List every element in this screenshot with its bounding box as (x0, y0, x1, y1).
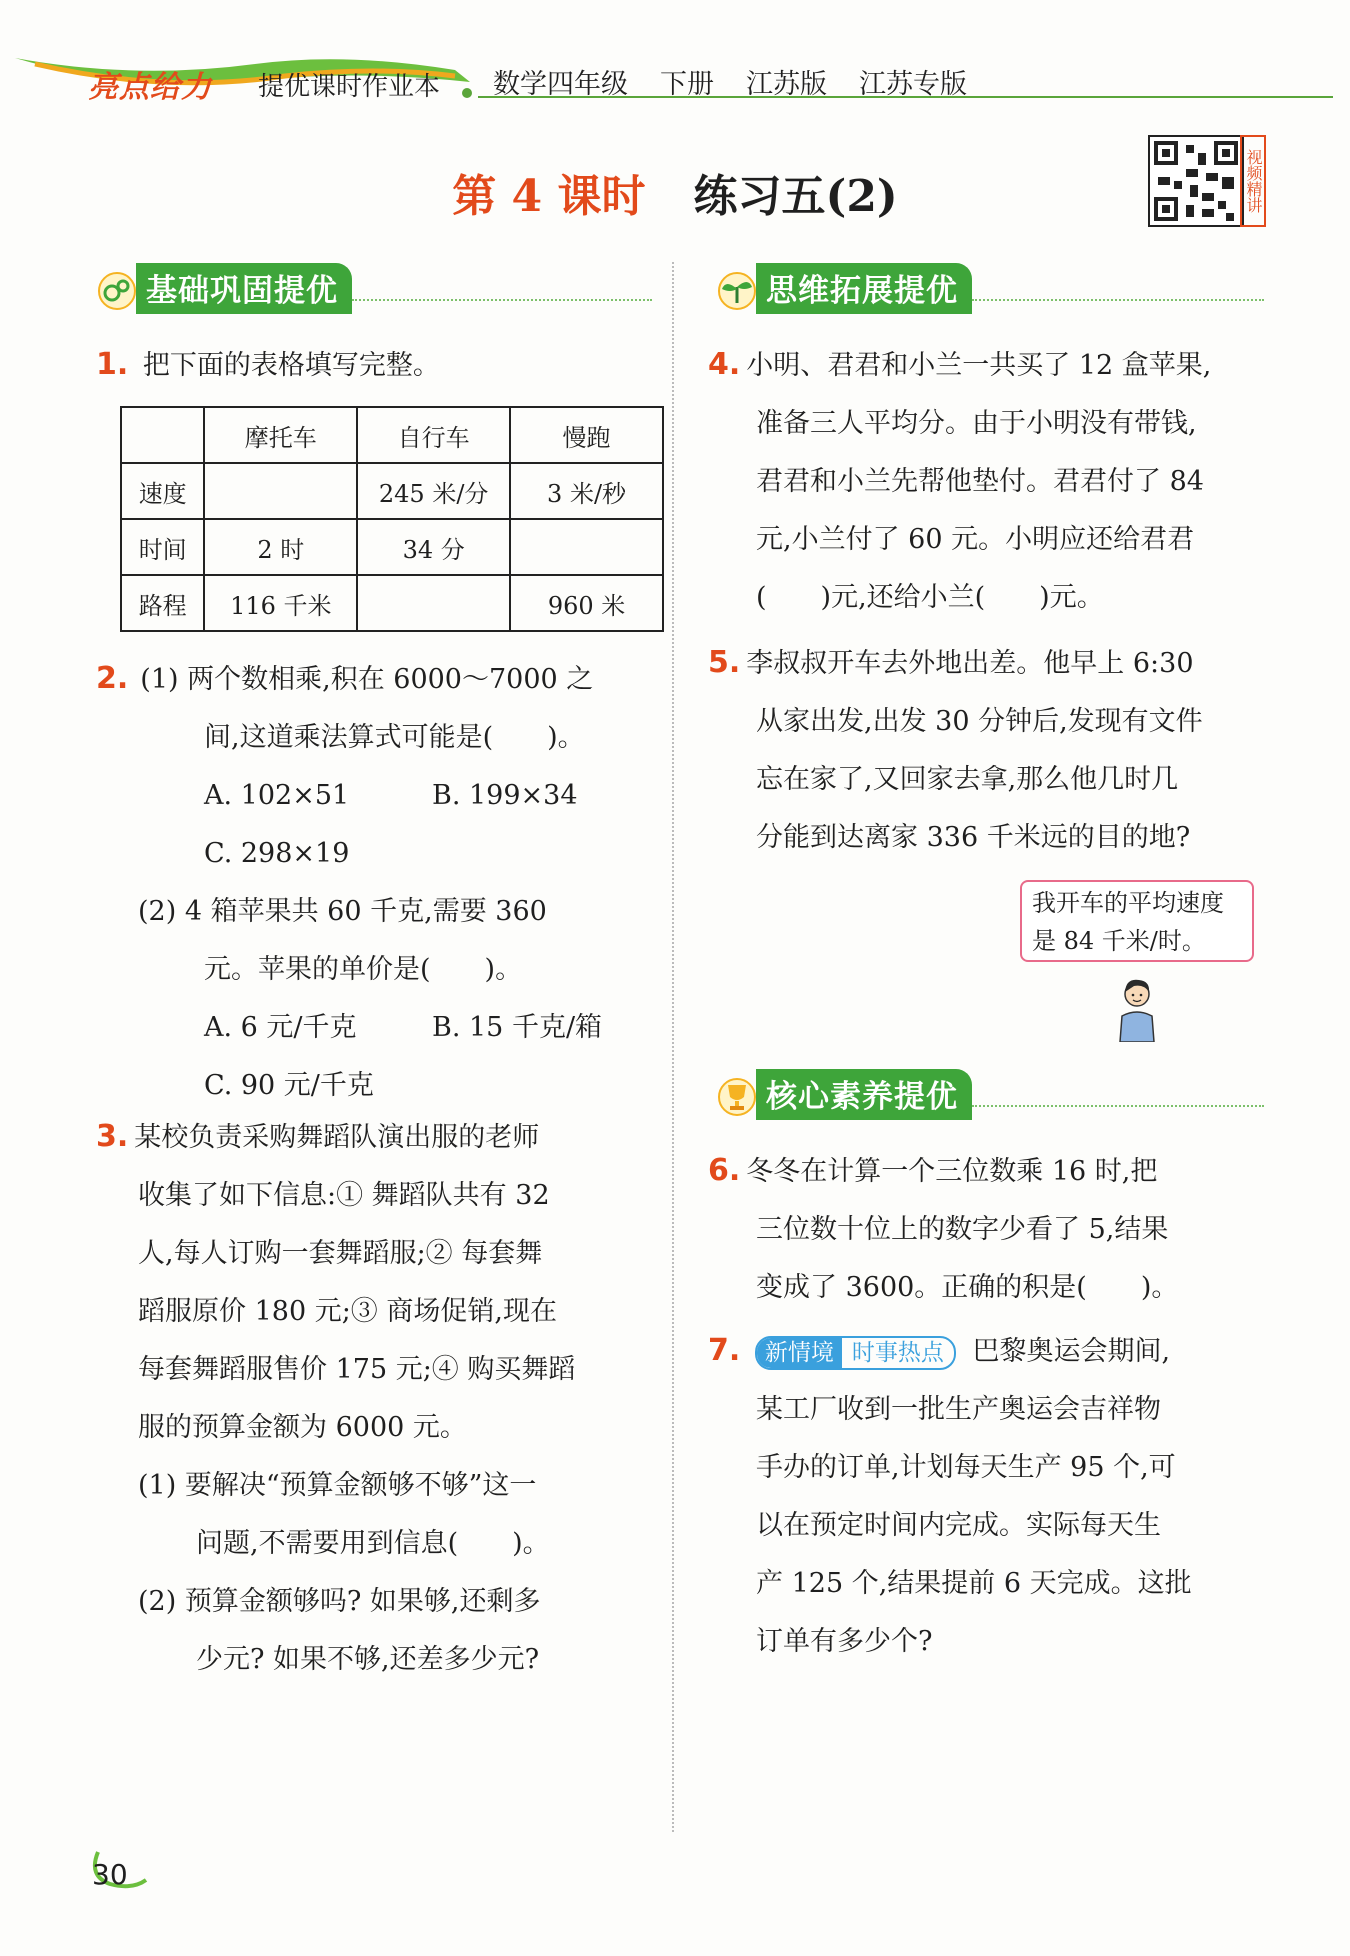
q5 (708, 634, 1268, 867)
q5-line: 忘在家了,又回家去拿,那么他几时几 (756, 764, 1179, 795)
q7-first-line: 巴黎奥运会期间, (972, 1336, 1171, 1367)
section-thinking-rule (972, 275, 1264, 301)
q6-line: 冬冬在计算一个三位数乘 16 时,把 (746, 1156, 1158, 1187)
q3-line: 蹈服原价 180 元;③ 商场促销,现在 (138, 1296, 557, 1327)
lesson-number: 第 4 课时 (452, 171, 646, 222)
q3-part2-line1: (2) 预算金额够吗? 如果够,还剩多 (138, 1586, 541, 1617)
q2-part1-option-c[interactable]: C. 298×19 (204, 838, 350, 869)
speech-bubble (1020, 880, 1254, 962)
q2-part1-line1: (1) 两个数相乘,积在 6000～7000 之 (140, 664, 594, 695)
q3-line: 某校负责采购舞蹈队演出服的老师 (134, 1122, 540, 1153)
q2-part2-option-b[interactable]: B. 15 千克/箱 (432, 1012, 603, 1043)
q7-line: 某工厂收到一批生产奥运会吉祥物 (756, 1394, 1161, 1425)
q3-part1-line2: 问题,不需要用到信息( )。 (196, 1528, 550, 1559)
table-cell: 960 米 (510, 575, 663, 631)
q7-line: 产 125 个,结果提前 6 天完成。这批 (756, 1568, 1192, 1599)
header-volume: 下册 (660, 69, 714, 100)
q3-part1-line1: (1) 要解决“预算金额够不够”这一 (138, 1470, 537, 1501)
q3 (96, 1108, 656, 1689)
section-core (712, 1070, 1264, 1118)
q7-number: 7. (708, 1333, 741, 1368)
q2 (96, 650, 656, 1115)
section-core-label: 核心素养提优 (756, 1069, 972, 1120)
q6-number: 6. (708, 1153, 741, 1188)
header-grade: 数学四年级 (493, 69, 628, 100)
table-row (121, 407, 663, 463)
table-row (121, 463, 663, 519)
page-number: 30 (92, 1858, 128, 1891)
q3-line: 收集了如下信息:① 舞蹈队共有 32 (138, 1180, 550, 1211)
gear-icon (92, 263, 142, 313)
q3-line: 每套舞蹈服售价 175 元;④ 购买舞蹈 (138, 1354, 576, 1385)
qr-code-icon[interactable] (1148, 135, 1244, 227)
header-meta (493, 62, 967, 101)
video-tag: 视频精讲 (1240, 135, 1266, 227)
section-core-rule (972, 1081, 1264, 1107)
table-cell (121, 407, 204, 463)
new-context-tag (755, 1336, 956, 1370)
table-header: 慢跑 (510, 407, 663, 463)
header-brand: 亮点给力 (88, 70, 212, 105)
q4-line: ( )元,还给小兰( )元。 (756, 582, 1104, 613)
section-thinking (712, 264, 1264, 312)
table-cell: 34 分 (357, 519, 510, 575)
header-series: 提优课时作业本 (258, 72, 441, 102)
lesson-name: 练习五(2) (693, 171, 898, 222)
table-cell-blank[interactable] (510, 519, 663, 575)
q2-number: 2. (96, 661, 129, 696)
q2-part2-option-c[interactable]: C. 90 元/千克 (204, 1070, 374, 1101)
section-basic-rule (352, 275, 652, 301)
table-cell: 245 米/分 (357, 463, 510, 519)
q3-number: 3. (96, 1119, 129, 1154)
header-dot (462, 88, 472, 98)
column-divider (672, 262, 674, 1832)
table-row-label: 路程 (121, 575, 204, 631)
tag-primary: 新情境 (757, 1338, 842, 1368)
table-cell: 2 时 (204, 519, 357, 575)
q4-line: 小明、君君和小兰一共买了 12 盒苹果, (746, 350, 1212, 381)
q2-part2-line2: 元。苹果的单价是( )。 (204, 954, 523, 985)
speech-bubble-line: 我开车的平均速度 (1032, 889, 1224, 917)
table-header: 摩托车 (204, 407, 357, 463)
section-basic (92, 264, 652, 312)
table-row (121, 575, 663, 631)
q5-line: 分能到达离家 336 千米远的目的地? (756, 822, 1191, 853)
q1-table (120, 406, 664, 632)
q1-number: 1. (96, 347, 129, 382)
q4-line: 君君和小兰先帮他垫付。君君付了 84 (756, 466, 1204, 497)
q3-line: 人,每人订购一套舞蹈服;② 每套舞 (138, 1238, 543, 1269)
table-cell-blank[interactable] (357, 575, 510, 631)
section-thinking-label: 思维拓展提优 (756, 263, 972, 314)
table-row-label: 速度 (121, 463, 204, 519)
table-header: 自行车 (357, 407, 510, 463)
tag-secondary: 时事热点 (851, 1339, 944, 1366)
q4-number: 4. (708, 347, 741, 382)
q4 (708, 336, 1268, 627)
q6 (708, 1142, 1268, 1317)
trophy-icon (712, 1069, 762, 1119)
q7-line: 手办的订单,计划每天生产 95 个,可 (756, 1452, 1176, 1483)
man-figure-icon (1112, 970, 1162, 1042)
q2-part2-line1: (2) 4 箱苹果共 60 千克,需要 360 (138, 896, 547, 927)
q5-line: 从家出发,出发 30 分钟后,发现有文件 (756, 706, 1203, 737)
q2-part1-option-b[interactable]: B. 199×34 (432, 780, 578, 811)
q1-text: 把下面的表格填写完整。 (142, 350, 440, 381)
q7-line: 以在预定时间内完成。实际每天生 (756, 1510, 1161, 1541)
q4-line: 元,小兰付了 60 元。小明应还给君君 (756, 524, 1195, 555)
table-row-label: 时间 (121, 519, 204, 575)
table-cell-blank[interactable] (204, 463, 357, 519)
section-basic-label: 基础巩固提优 (136, 263, 352, 314)
q6-line: 变成了 3600。正确的积是( )。 (756, 1272, 1179, 1303)
q6-line: 三位数十位上的数字少看了 5,结果 (756, 1214, 1169, 1245)
q3-line: 服的预算金额为 6000 元。 (138, 1412, 467, 1443)
q7 (708, 1322, 1268, 1671)
q7-line: 订单有多少个? (756, 1626, 933, 1657)
q5-line: 李叔叔开车去外地出差。他早上 6:30 (746, 648, 1194, 679)
q4-line: 准备三人平均分。由于小明没有带钱, (756, 408, 1197, 439)
table-cell: 3 米/秒 (510, 463, 663, 519)
q2-part1-line2: 间,这道乘法算式可能是( )。 (204, 722, 585, 753)
table-cell: 116 千米 (204, 575, 357, 631)
q1 (96, 336, 440, 395)
speech-bubble-line: 是 84 千米/时。 (1032, 927, 1206, 955)
table-row (121, 519, 663, 575)
header-edition: 江苏版 (746, 69, 827, 100)
q3-part2-line2: 少元? 如果不够,还差多少元? (196, 1644, 540, 1675)
q2-part2-option-a[interactable]: A. 6 元/千克 (204, 1012, 357, 1043)
q5-number: 5. (708, 645, 741, 680)
header-special: 江苏专版 (859, 69, 967, 100)
sprout-icon (712, 263, 762, 313)
q2-part1-option-a[interactable]: A. 102×51 (204, 780, 350, 811)
